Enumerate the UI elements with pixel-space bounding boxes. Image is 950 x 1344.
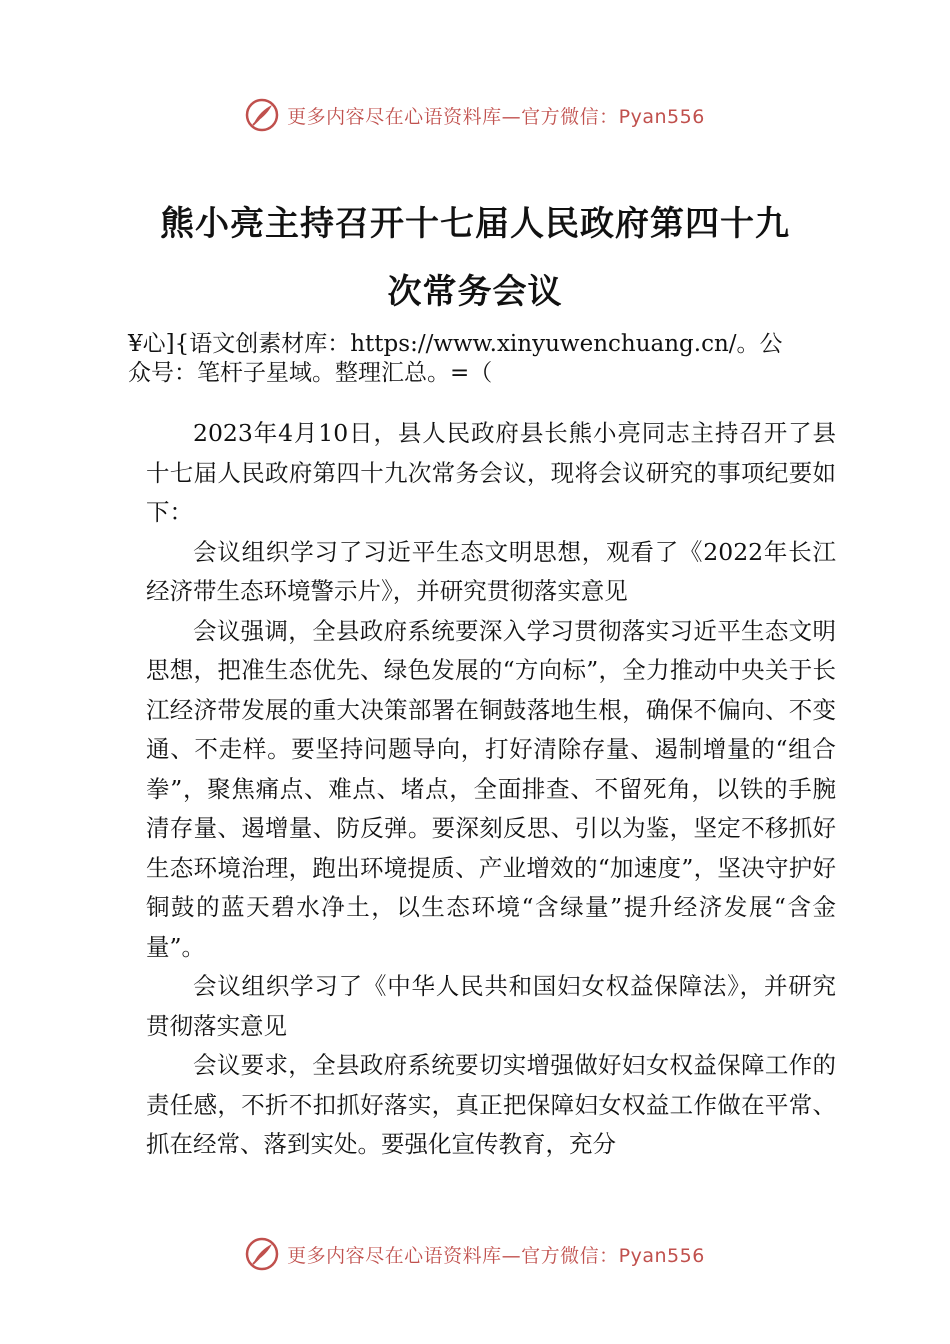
header-banner	[0, 95, 950, 135]
paragraph: 会议组织学习了习近平生态文明思想，观看了《2022年长江经济带生态环境警示片》，并研究贯彻落实意见	[146, 537, 836, 605]
source-note-line1: ¥心]{语文创素材库：https://www.xinyuwenchuang.cn/。公	[128, 331, 783, 357]
quill-logo-icon	[245, 1237, 279, 1271]
paragraph: 会议强调，全县政府系统要深入学习贯彻落实习近平生态文明思想，把准生态优先、绿色发展的“方向标”，全力推动中央关于长江经济带发展的重大决策部署在铜鼓落地生根，确保不偏向、不变通、不走样。要坚持问题导向，打好清除存量、遏制增量的“组合拳”，聚焦痛点、难点、堵点，全面排查、不留死角，以铁的手腕清存量、遏增量、防反弹。要深刻反思、引以为鉴，坚定不移抓好生态环境治理，跑出环境提质、产业增效的“加速度”，坚决守护好铜鼓的蓝天碧水净土，以生态环境“含绿量”提升经济发展“含金量”。	[146, 616, 836, 961]
page-title-line2: 次常务会议	[387, 272, 563, 312]
quill-logo-icon	[245, 98, 279, 132]
banner-text: 更多内容尽在心语资料库—官方微信：Pyan556	[287, 1244, 705, 1267]
source-note	[128, 330, 828, 388]
page-title-line1: 熊小亮主持召开十七届人民政府第四十九	[160, 204, 790, 244]
footer-banner	[0, 1234, 950, 1274]
source-note-line2: 众号：笔杆子星域。整理汇总。=（	[128, 360, 493, 386]
banner-text: 更多内容尽在心语资料库—官方微信：Pyan556	[287, 105, 705, 128]
wechat-id: Pyan556	[618, 1244, 705, 1267]
document-body	[146, 414, 836, 1165]
wechat-id: Pyan556	[618, 105, 705, 128]
paragraph: 会议要求，全县政府系统要切实增强做好妇女权益保障工作的责任感，不折不扣抓好落实，真正把保障妇女权益工作做在平常、抓在经常、落到实处。要强化宣传教育，充分	[146, 1051, 836, 1158]
paragraph: 会议组织学习了《中华人民共和国妇女权益保障法》，并研究贯彻落实意见	[146, 972, 836, 1040]
paragraph: 2023年4月10日，县人民政府县长熊小亮同志主持召开了县十七届人民政府第四十九次常务会议，现将会议研究的事项纪要如下：	[146, 419, 836, 526]
